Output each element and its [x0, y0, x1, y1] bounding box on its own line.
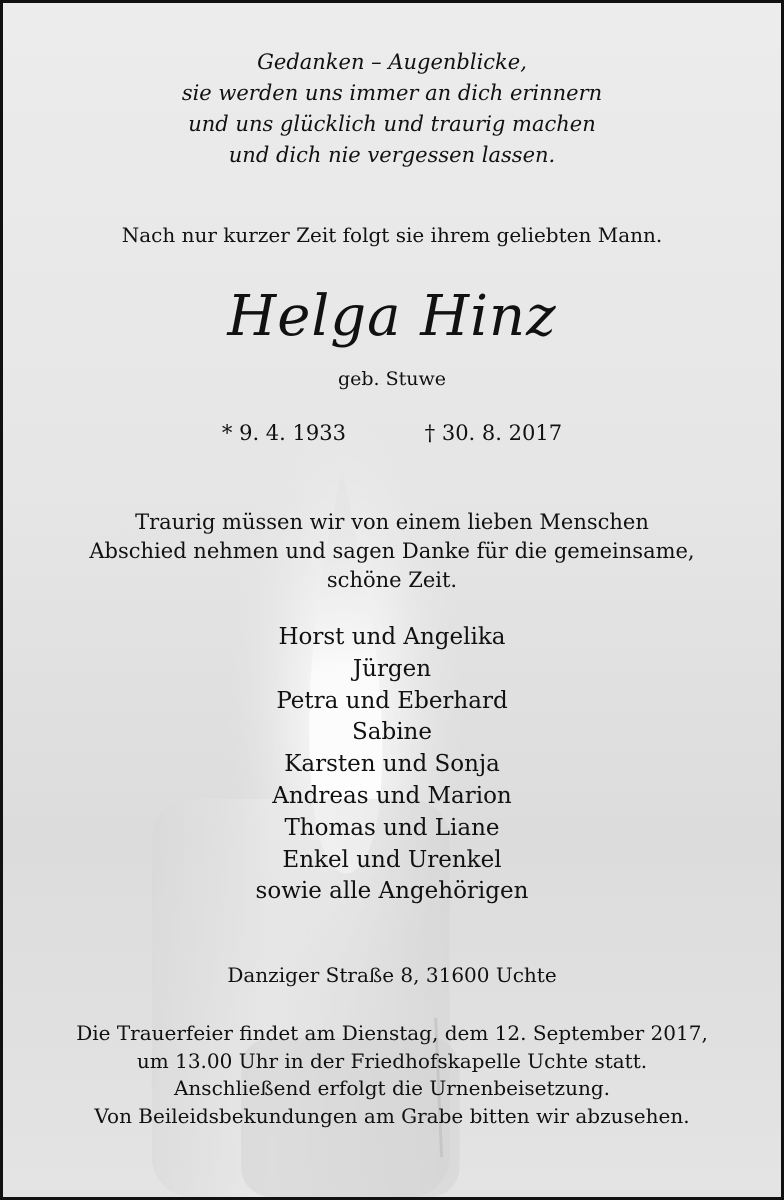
thanks-text [3, 508, 781, 595]
ceremony-line: um 13.00 Uhr in der Friedhofskapelle Uchte statt. [136, 1048, 648, 1073]
mourner: Andreas und Marion [272, 782, 512, 809]
ceremony-line: Von Beileidsbekundungen am Grabe bitten wir abzusehen. [94, 1103, 690, 1128]
candle-background-image [3, 3, 781, 1197]
poem-line: und uns glücklich und traurig machen [188, 112, 596, 136]
thanks-line: Traurig müssen wir von einem lieben Menschen [135, 510, 649, 534]
thanks-line: Abschied nehmen und sagen Danke für die gemeinsame, [89, 539, 695, 563]
ceremony-line: Die Trauerfeier findet am Dienstag, dem 12. September 2017, [76, 1021, 708, 1045]
mourner: Enkel und Urenkel [282, 846, 502, 873]
mourner: Sabine [352, 719, 432, 746]
mourner: Thomas und Liane [284, 814, 500, 841]
birth-date: * 9. 4. 1933 [221, 421, 346, 445]
deceased-name: Helga Hinz [227, 284, 557, 349]
mourner: Petra und Eberhard [276, 687, 508, 714]
mourner: Horst und Angelika [278, 624, 506, 650]
poem-line: und dich nie vergessen lassen. [228, 143, 556, 167]
death-date: † 30. 8. 2017 [424, 421, 563, 445]
mourner: Karsten und Sonja [284, 751, 500, 778]
ceremony-line: Anschließend erfolgt die Urnenbeisetzung. [173, 1076, 610, 1100]
address: Danziger Straße 8, 31600 Uchte [227, 963, 557, 987]
poem [3, 47, 781, 171]
poem-line: sie werden uns immer an dich erinnern [181, 81, 603, 105]
intro-text: Nach nur kurzer Zeit folgt sie ihrem geliebten Mann. [121, 223, 663, 247]
life-dates [3, 418, 781, 448]
ceremony-info [3, 1020, 781, 1130]
maiden-name: geb. Stuwe [337, 368, 447, 390]
mourner: Jürgen [352, 655, 432, 682]
poem-line: Gedanken – Augenblicke, [257, 50, 527, 74]
thanks-line: schöne Zeit. [326, 568, 458, 592]
mourners-list [3, 622, 781, 908]
mourner: sowie alle Angehörigen [255, 878, 529, 905]
